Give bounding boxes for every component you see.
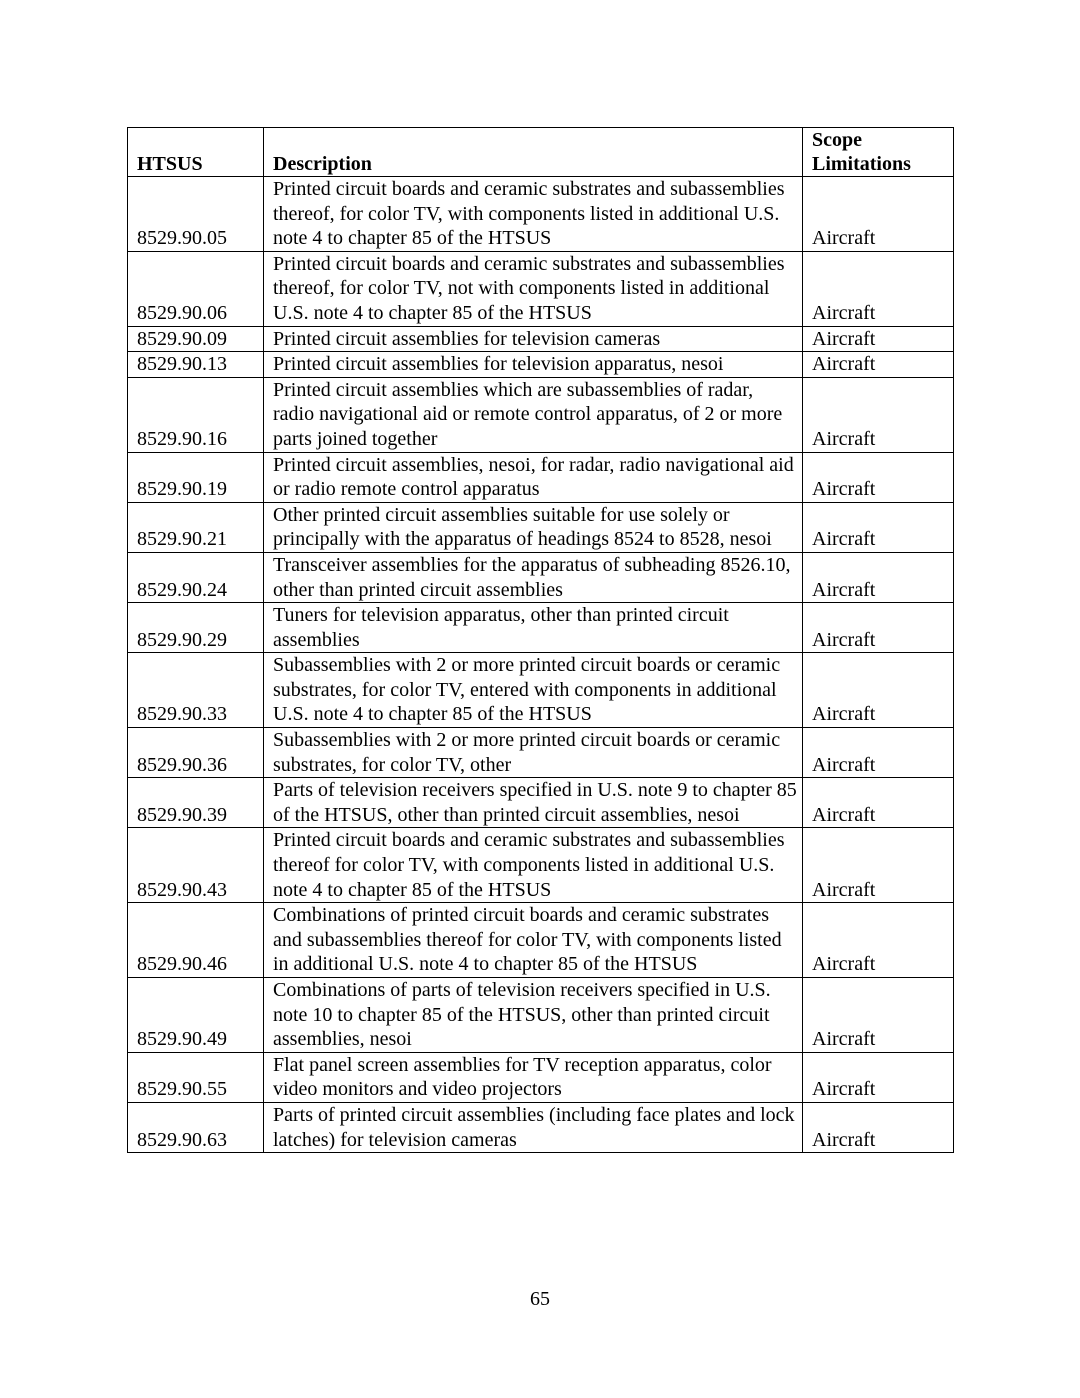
header-scope-line2: Limitations <box>812 153 911 175</box>
scope-limitation: Aircraft <box>803 603 954 653</box>
description-text: Subassemblies with 2 or more printed circuit boards or ceramic substrates, for color TV, other <box>264 728 803 778</box>
table-row <box>128 978 954 1053</box>
htsus-code: 8529.90.63 <box>128 1102 264 1152</box>
table-row <box>128 653 954 728</box>
page-number: 65 <box>530 1288 550 1310</box>
table-row <box>128 603 954 653</box>
table-row <box>128 828 954 903</box>
htsus-code: 8529.90.06 <box>128 251 264 326</box>
description-text: Tuners for television apparatus, other than printed circuit assemblies <box>264 603 803 653</box>
table-row <box>128 552 954 602</box>
scope-limitation: Aircraft <box>803 1102 954 1152</box>
htsus-code: 8529.90.29 <box>128 603 264 653</box>
htsus-code: 8529.90.49 <box>128 978 264 1053</box>
table-row <box>128 452 954 502</box>
description-text: Parts of television receivers specified in U.S. note 9 to chapter 85 of the HTSUS, other than printed circuit assemblies, nesoi <box>264 778 803 828</box>
htsus-code: 8529.90.46 <box>128 903 264 978</box>
scope-limitation: Aircraft <box>803 728 954 778</box>
header-scope-limitations <box>803 128 954 177</box>
htsus-code: 8529.90.21 <box>128 502 264 552</box>
table-body <box>128 177 954 1153</box>
table-row <box>128 778 954 828</box>
description-text: Combinations of printed circuit boards and ceramic substrates and subassemblies thereof for color TV, with components listed in additional U.S. note 4 to chapter 85 of the HTSUS <box>264 903 803 978</box>
table-row <box>128 1052 954 1102</box>
table-header <box>128 128 954 177</box>
scope-limitation: Aircraft <box>803 552 954 602</box>
description-text: Transceiver assemblies for the apparatus of subheading 8526.10, other than printed circuit assemblies <box>264 552 803 602</box>
description-text: Printed circuit boards and ceramic substrates and subassemblies thereof, for color TV, not with components listed in additional U.S. note 4 to chapter 85 of the HTSUS <box>264 251 803 326</box>
header-row <box>128 128 954 177</box>
header-htsus: HTSUS <box>128 128 264 177</box>
description-text: Flat panel screen assemblies for TV reception apparatus, color video monitors and video projectors <box>264 1052 803 1102</box>
scope-limitation: Aircraft <box>803 903 954 978</box>
htsus-code: 8529.90.13 <box>128 352 264 378</box>
description-text: Subassemblies with 2 or more printed circuit boards or ceramic substrates, for color TV, entered with components in additional U.S. note 4 to chapter 85 of the HTSUS <box>264 653 803 728</box>
table-row <box>128 1102 954 1152</box>
description-text: Printed circuit assemblies for television apparatus, nesoi <box>264 352 803 378</box>
htsus-code: 8529.90.09 <box>128 326 264 352</box>
scope-limitation: Aircraft <box>803 828 954 903</box>
table-row <box>128 728 954 778</box>
header-scope-line1: Scope <box>812 129 862 151</box>
htsus-code: 8529.90.19 <box>128 452 264 502</box>
scope-limitation: Aircraft <box>803 326 954 352</box>
description-text: Printed circuit assemblies, nesoi, for radar, radio navigational aid or radio remote control apparatus <box>264 452 803 502</box>
table-row <box>128 377 954 452</box>
description-text: Printed circuit boards and ceramic substrates and subassemblies thereof, for color TV, with components listed in additional U.S. note 4 to chapter 85 of the HTSUS <box>264 177 803 252</box>
htsus-code: 8529.90.05 <box>128 177 264 252</box>
description-text: Printed circuit boards and ceramic substrates and subassemblies thereof for color TV, with components listed in additional U.S. note 4 to chapter 85 of the HTSUS <box>264 828 803 903</box>
table-row <box>128 326 954 352</box>
table-row <box>128 502 954 552</box>
htsus-code: 8529.90.43 <box>128 828 264 903</box>
table-row <box>128 177 954 252</box>
scope-limitation: Aircraft <box>803 653 954 728</box>
htsus-code: 8529.90.55 <box>128 1052 264 1102</box>
scope-limitation: Aircraft <box>803 352 954 378</box>
htsus-code: 8529.90.33 <box>128 653 264 728</box>
table-row <box>128 352 954 378</box>
description-text: Other printed circuit assemblies suitable for use solely or principally with the apparatus of headings 8524 to 8528, nesoi <box>264 502 803 552</box>
description-text: Combinations of parts of television receivers specified in U.S. note 10 to chapter 85 of the HTSUS, other than printed circuit assemblies, nesoi <box>264 978 803 1053</box>
scope-limitation: Aircraft <box>803 1052 954 1102</box>
htsus-code: 8529.90.16 <box>128 377 264 452</box>
scope-limitation: Aircraft <box>803 251 954 326</box>
scope-limitation: Aircraft <box>803 778 954 828</box>
scope-limitation: Aircraft <box>803 377 954 452</box>
description-text: Parts of printed circuit assemblies (including face plates and lock latches) for television cameras <box>264 1102 803 1152</box>
htsus-code: 8529.90.36 <box>128 728 264 778</box>
htsus-table <box>127 127 954 1153</box>
scope-limitation: Aircraft <box>803 502 954 552</box>
description-text: Printed circuit assemblies which are subassemblies of radar, radio navigational aid or remote control apparatus, of 2 or more parts joined together <box>264 377 803 452</box>
description-text: Printed circuit assemblies for television cameras <box>264 326 803 352</box>
scope-limitation: Aircraft <box>803 452 954 502</box>
scope-limitation: Aircraft <box>803 177 954 252</box>
table-row <box>128 251 954 326</box>
header-description: Description <box>264 128 803 177</box>
scope-limitation: Aircraft <box>803 978 954 1053</box>
htsus-code: 8529.90.39 <box>128 778 264 828</box>
htsus-code: 8529.90.24 <box>128 552 264 602</box>
table-row <box>128 903 954 978</box>
